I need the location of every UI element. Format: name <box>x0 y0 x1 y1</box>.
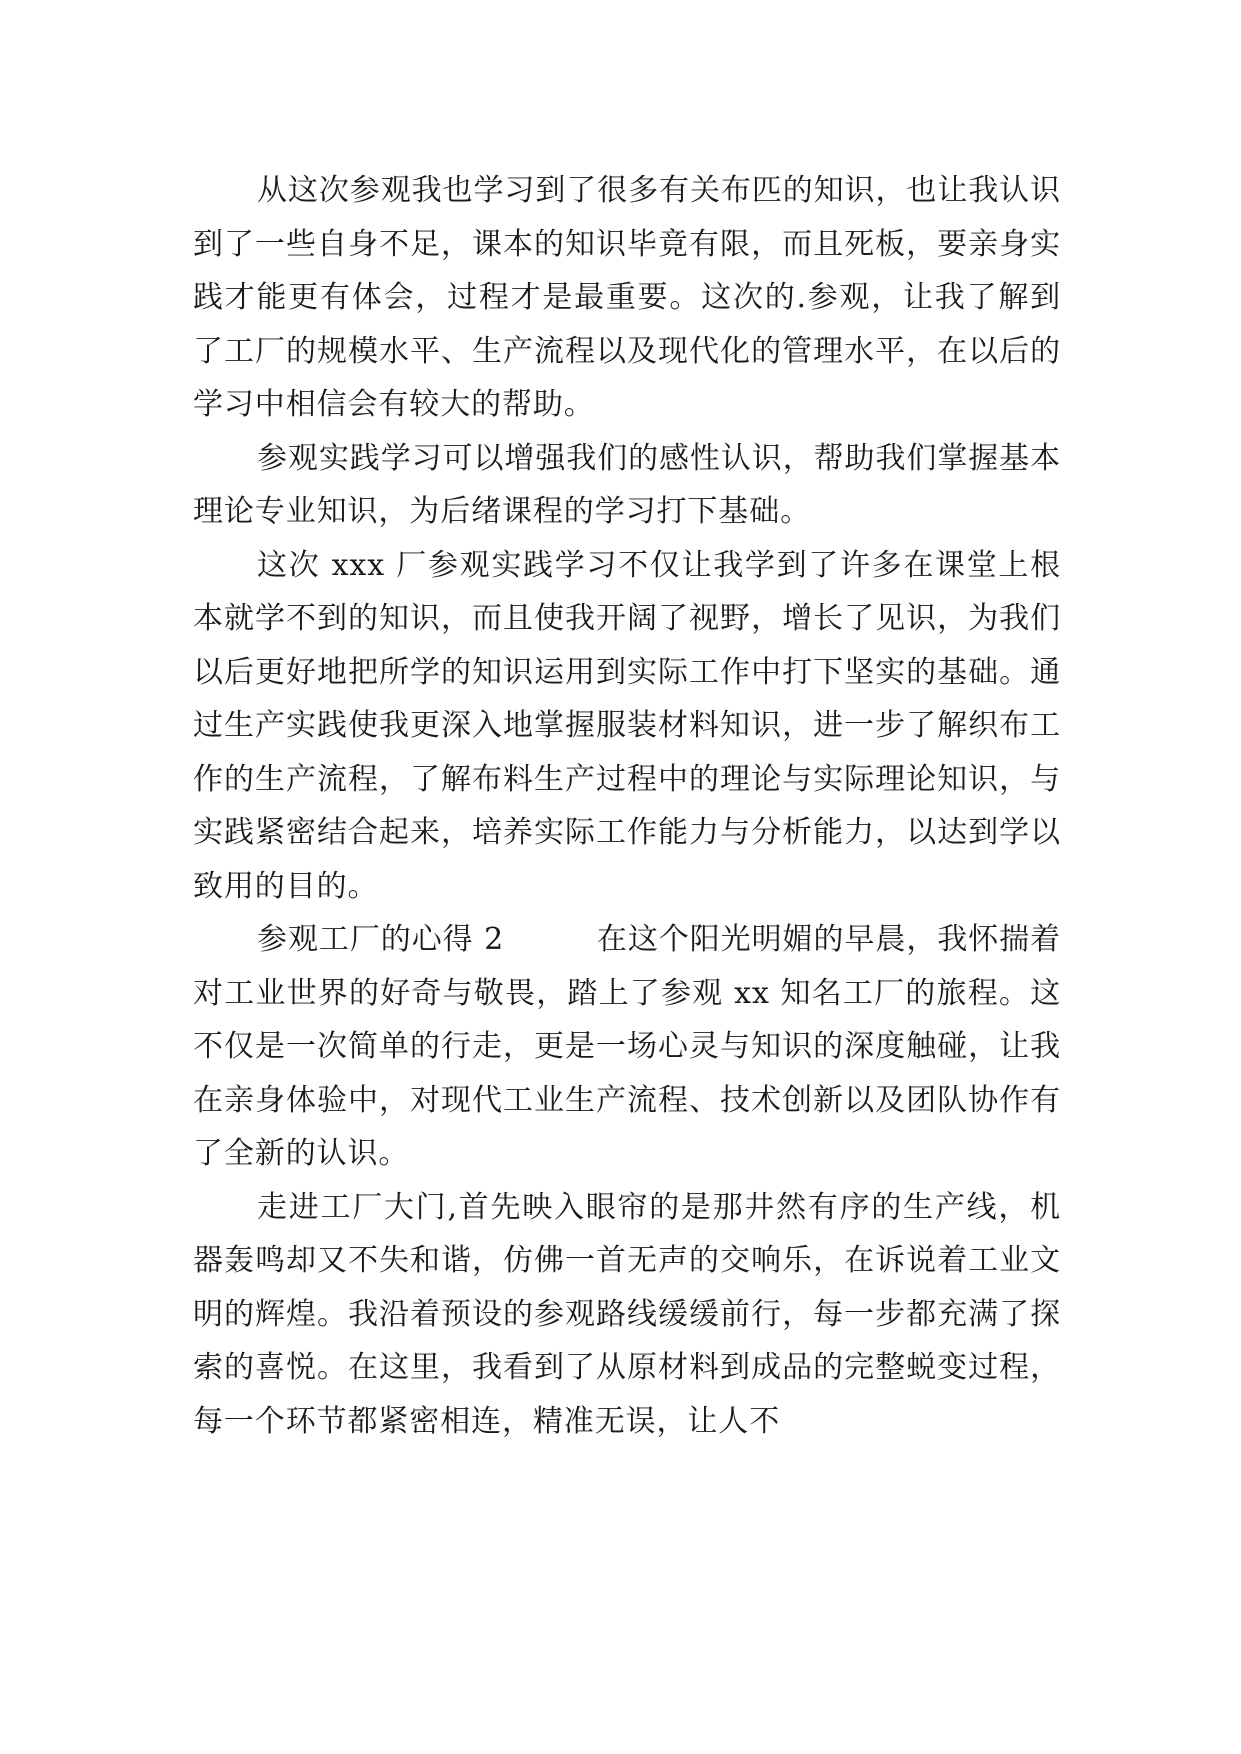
document-body <box>193 164 1061 1448</box>
paragraph-factory-visit-summary: 这次 xxx 厂参观实践学习不仅让我学到了许多在课堂上根本就学不到的知识，而且使我开阔了视野，增长了见识，为我们以后更好地把所学的知识运用到实际工作中打下坚实的基础。通过生产实践使我更深入地掌握服装材料知识，进一步了解织布工作的生产流程，了解布料生产过程中的理论与实际理论知识，与实践紧密结合起来，培养实际工作能力与分析能力，以达到学以致用的目的。 <box>193 547 1061 904</box>
paragraph-essay-2-intro: 参观工厂的心得 2 在这个阳光明媚的早晨，我怀揣着对工业世界的好奇与敬畏，踏上了参观 xx 知名工厂的旅程。这不仅是一次简单的行走，更是一场心灵与知识的深度触碰，让我在亲身体验中，对现代工业生产流程、技术创新以及团队协作有了全新的认识。 <box>193 922 1061 1171</box>
paragraph-knowledge-reflection: 从这次参观我也学习到了很多有关布匹的知识，也让我认识到了一些自身不足，课本的知识毕竟有限，而且死板，要亲身实践才能更有体会，过程才是最重要。这次的.参观，让我了解到了工厂的规模水平、生产流程以及现代化的管理水平，在以后的学习中相信会有较大的帮助。 <box>193 173 1061 422</box>
paragraph-practice-benefit: 参观实践学习可以增强我们的感性认识，帮助我们掌握基本理论专业知识，为后绪课程的学习打下基础。 <box>193 440 1061 529</box>
paragraph-factory-entrance: 走进工厂大门,首先映入眼帘的是那井然有序的生产线，机器轰鸣却又不失和谐，仿佛一首无声的交响乐，在诉说着工业文明的辉煌。我沿着预设的参观路线缓缓前行，每一步都充满了探索的喜悦。在这里，我看到了从原材料到成品的完整蜕变过程，每一个环节都紧密相连，精准无误，让人不 <box>193 1189 1061 1439</box>
